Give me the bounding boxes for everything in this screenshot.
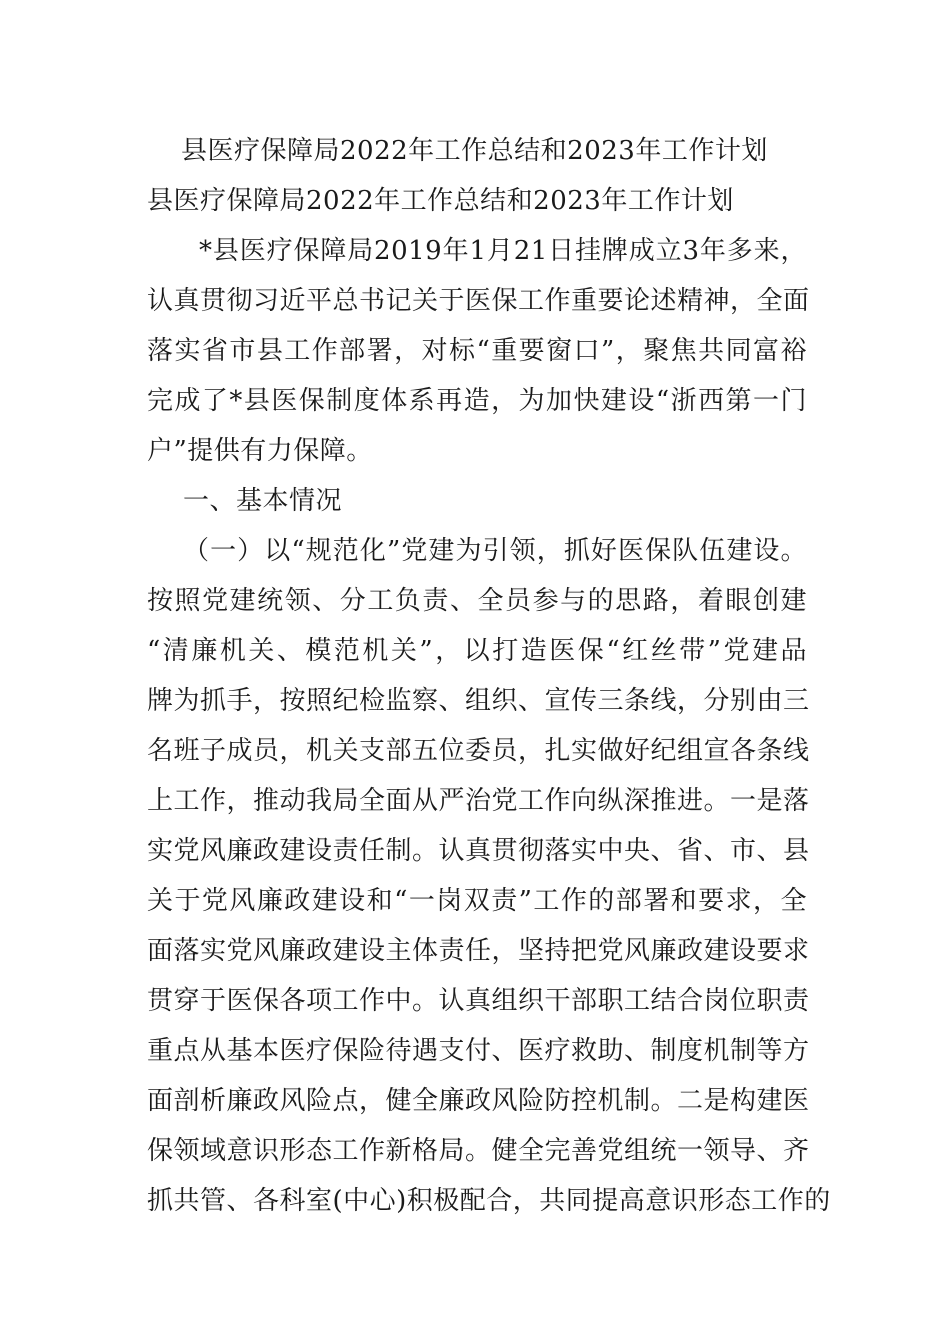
- body-line-3: 牌为抓手，按照纪检监察、组织、宣传三条线，分别由三: [147, 686, 810, 716]
- body-line-2: “清廉机关、模范机关”，以打造医保“红丝带”党建品: [147, 636, 807, 666]
- intro-line-2: 认真贯彻习近平总书记关于医保工作重要论述精神，全面: [147, 286, 810, 316]
- body-line-13: 抓共管、各科室(中心)积极配合，共同提高意识形态工作的: [147, 1186, 831, 1216]
- intro-line-5: 户”提供有力保障。: [147, 436, 373, 466]
- document-title-line-2: 县医疗保障局2022年工作总结和2023年工作计划: [147, 186, 734, 216]
- body-line-10: 重点从基本医疗保险待遇支付、医疗救助、制度机制等方: [147, 1036, 810, 1066]
- body-line-9: 贯穿于医保各项工作中。认真组织干部职工结合岗位职责: [147, 986, 810, 1016]
- body-line-1: 按照党建统领、分工负责、全员参与的思路，着眼创建: [147, 586, 807, 616]
- intro-line-1: *县医疗保障局2019年1月21日挂牌成立3年多来，: [199, 236, 807, 266]
- body-line-4: 名班子成员，机关支部五位委员，扎实做好纪组宣各条线: [147, 736, 810, 766]
- body-line-11: 面剖析廉政风险点，健全廉政风险防控机制。二是构建医: [147, 1086, 810, 1116]
- document-title-line-1: 县医疗保障局2022年工作总结和2023年工作计划: [181, 136, 768, 166]
- intro-line-3: 落实省市县工作部署，对标“重要窗口”，聚焦共同富裕: [147, 336, 807, 366]
- section-heading: 一、基本情况: [183, 486, 343, 516]
- body-line-5: 上工作，推动我局全面从严治党工作向纵深推进。一是落: [147, 786, 810, 816]
- intro-line-4: 完成了*县医保制度体系再造，为加快建设“浙西第一门: [147, 386, 807, 416]
- body-line-6: 实党风廉政建设责任制。认真贯彻落实中央、省、市、县: [147, 836, 810, 866]
- body-line-8: 面落实党风廉政建设主体责任，坚持把党风廉政建设要求: [147, 936, 810, 966]
- sub-heading: （一）以“规范化”党建为引领，抓好医保队伍建设。: [183, 536, 807, 566]
- body-line-12: 保领域意识形态工作新格局。健全完善党组统一领导、齐: [147, 1136, 810, 1166]
- body-line-7: 关于党风廉政建设和“一岗双责”工作的部署和要求，全: [147, 886, 807, 916]
